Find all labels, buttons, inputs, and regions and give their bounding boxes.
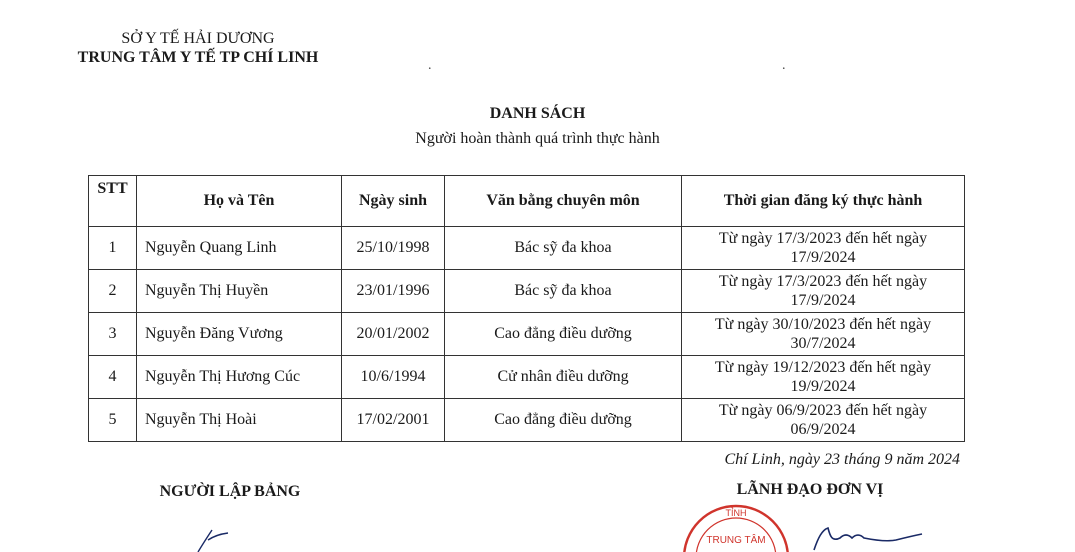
right-signer-title: LÃNH ĐẠO ĐƠN VỊ bbox=[736, 481, 884, 498]
cell-degree: Bác sỹ đa khoa bbox=[445, 227, 682, 270]
table-row bbox=[89, 356, 965, 399]
table-row bbox=[89, 399, 965, 442]
cell-name: Nguyễn Quang Linh bbox=[137, 227, 342, 270]
header-stt: STT bbox=[89, 176, 137, 227]
cell-stt: 1 bbox=[89, 227, 137, 270]
period-line1: Từ ngày 17/3/2023 đến hết ngày bbox=[718, 230, 928, 247]
cell-stt: 3 bbox=[89, 313, 137, 356]
cell-stt: 2 bbox=[89, 270, 137, 313]
period-line2: 17/9/2024 bbox=[790, 292, 856, 309]
cell-degree: Bác sỹ đa khoa bbox=[445, 270, 682, 313]
organization-name: TRUNG TÂM Y TẾ TP CHÍ LINH bbox=[77, 49, 319, 66]
table-header-row bbox=[89, 176, 965, 227]
header-degree: Văn bằng chuyên môn bbox=[445, 176, 682, 227]
cell-period bbox=[682, 399, 965, 442]
table-row bbox=[89, 270, 965, 313]
cell-degree: Cao đẳng điều dưỡng bbox=[445, 399, 682, 442]
left-signature bbox=[190, 528, 250, 552]
right-signature bbox=[800, 520, 930, 552]
period-line2: 06/9/2024 bbox=[790, 421, 856, 438]
cell-period bbox=[682, 356, 965, 399]
document-subtitle: Người hoàn thành quá trình thực hành bbox=[415, 130, 660, 147]
department-name: SỞ Y TẾ HẢI DƯƠNG bbox=[121, 30, 275, 47]
period-line2: 30/7/2024 bbox=[790, 335, 856, 352]
cell-name: Nguyễn Thị Hương Cúc bbox=[137, 356, 342, 399]
cell-period bbox=[682, 270, 965, 313]
cell-dob: 25/10/1998 bbox=[342, 227, 445, 270]
header-period: Thời gian đăng ký thực hành bbox=[682, 176, 965, 227]
seal-center-text: TRUNG TÂM bbox=[706, 535, 766, 546]
cell-name: Nguyễn Đăng Vương bbox=[137, 313, 342, 356]
header-dob: Ngày sinh bbox=[342, 176, 445, 227]
period-line1: Từ ngày 17/3/2023 đến hết ngày bbox=[718, 273, 928, 290]
header-name: Họ và Tên bbox=[137, 176, 342, 227]
cell-degree: Cử nhân điều dưỡng bbox=[445, 356, 682, 399]
period-line1: Từ ngày 19/12/2023 đến hết ngày bbox=[714, 359, 932, 376]
period-line2: 19/9/2024 bbox=[790, 378, 856, 395]
official-seal bbox=[680, 498, 792, 552]
seal-top-text: TỈNH bbox=[725, 508, 747, 518]
period-line1: Từ ngày 06/9/2023 đến hết ngày bbox=[718, 402, 928, 419]
cell-dob: 20/01/2002 bbox=[342, 313, 445, 356]
scan-speck: . bbox=[428, 58, 432, 73]
cell-dob: 10/6/1994 bbox=[342, 356, 445, 399]
organization-header bbox=[48, 30, 348, 68]
document-title: DANH SÁCH bbox=[489, 105, 586, 122]
period-line1: Từ ngày 30/10/2023 đến hết ngày bbox=[714, 316, 932, 333]
cell-stt: 5 bbox=[89, 399, 137, 442]
scan-speck: . bbox=[782, 58, 786, 73]
cell-name: Nguyễn Thị Hoài bbox=[137, 399, 342, 442]
cell-dob: 17/02/2001 bbox=[342, 399, 445, 442]
cell-period bbox=[682, 227, 965, 270]
place-date: Chí Linh, ngày 23 tháng 9 năm 2024 bbox=[724, 451, 960, 468]
cell-dob: 23/01/1996 bbox=[342, 270, 445, 313]
table-row bbox=[89, 313, 965, 356]
period-line2: 17/9/2024 bbox=[790, 249, 856, 266]
left-signer-title: NGƯỜI LẬP BẢNG bbox=[159, 483, 301, 500]
practitioner-table bbox=[88, 175, 965, 442]
cell-degree: Cao đẳng điều dưỡng bbox=[445, 313, 682, 356]
cell-period bbox=[682, 313, 965, 356]
cell-name: Nguyễn Thị Huyền bbox=[137, 270, 342, 313]
table-row bbox=[89, 227, 965, 270]
cell-stt: 4 bbox=[89, 356, 137, 399]
